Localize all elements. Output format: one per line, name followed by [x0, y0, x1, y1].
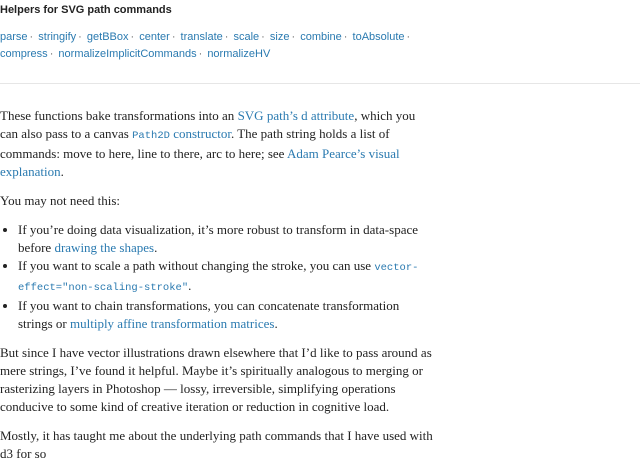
nav-separator: ·	[130, 31, 135, 43]
nav-link-compress[interactable]: compress	[0, 48, 48, 60]
nav-link-stringify[interactable]: stringify	[38, 31, 77, 43]
svg-path-d-link[interactable]: SVG path’s d attribute	[237, 108, 355, 123]
path2d-constructor-link[interactable]	[132, 126, 231, 141]
intro-text: These functions bake transformations into an	[0, 108, 238, 123]
nav-separator: ·	[406, 31, 411, 43]
list-item-text: If you want to scale a path without changing the stroke, you can use	[18, 258, 375, 273]
nav-link-getbbox[interactable]: getBBox	[86, 31, 129, 43]
article-body	[0, 107, 436, 474]
nav-separator: ·	[49, 48, 54, 60]
list-item	[18, 297, 436, 333]
vector-effect-code: vector-effect="non-scaling-stroke"	[18, 262, 419, 294]
nav-link-parse[interactable]: parse	[0, 31, 28, 43]
nav-link-size[interactable]: size	[269, 31, 290, 43]
reasons-list	[0, 221, 436, 333]
closing-paragraph: Mostly, it has taught me about the underlying path commands that I have used with d3 for so	[0, 428, 433, 461]
nav-separator: ·	[291, 31, 296, 43]
nav-separator: ·	[171, 31, 176, 43]
list-item-text: .	[154, 240, 158, 255]
nav-separator: ·	[224, 31, 229, 43]
list-item-text: If you’re doing data visualization, it’s more robust to transform in data-space before	[18, 222, 418, 255]
drawing-shapes-link[interactable]: drawing the shapes	[54, 240, 155, 255]
constructor-link-text: constructor	[169, 126, 231, 141]
intro-paragraph	[0, 107, 436, 181]
nav-link-combine[interactable]: combine	[300, 31, 342, 43]
nav-link-toabsolute[interactable]: toAbsolute	[352, 31, 405, 43]
list-item-text: .	[188, 278, 192, 293]
nav-link-normalizehv[interactable]: normalizeHV	[207, 48, 271, 60]
list-item	[18, 257, 436, 297]
rationale-paragraph: But since I have vector illustrations drawn elsewhere that I’d like to pass around as mere strings, I’ve found it helpful. Maybe it’s spiritually analogous to merging or rasterizing layers in Photoshop — lossy, irreversible, simplifying operations conducive to some kind of creative iteration or reduction in cognitive load.	[0, 345, 432, 414]
intro-text: . The path string holds a list of commands: move to here, line to there, arc to here; see	[0, 126, 390, 161]
nav-link-center[interactable]: center	[139, 31, 170, 43]
path2d-code: Path2D	[132, 130, 170, 142]
nav-separator: ·	[261, 31, 265, 43]
affine-matrices-link[interactable]: multiply affine transformation matrices	[70, 316, 275, 331]
nav-link-normalizeimplicitcommands[interactable]: normalizeImplicitCommands	[58, 48, 197, 60]
nav-separator: ·	[343, 31, 348, 43]
adam-pearce-link[interactable]: Adam Pearce’s visual explanation	[0, 146, 400, 179]
nav-separator: ·	[78, 31, 82, 43]
list-item-text: If you want to chain transformations, you can concatenate transformation strings or	[18, 298, 400, 331]
intro-text: , which you can also pass to a canvas	[0, 108, 416, 141]
nav-link-translate[interactable]: translate	[180, 31, 223, 43]
nav-separator: ·	[198, 48, 203, 60]
list-item	[18, 221, 436, 257]
list-item-text: .	[274, 316, 278, 331]
page-title: Helpers for SVG path commands	[0, 4, 172, 16]
intro-text: .	[60, 164, 64, 179]
nav-separator: ·	[29, 31, 34, 43]
page-header	[0, 0, 640, 84]
nav-link-scale[interactable]: scale	[233, 31, 260, 43]
may-not-need-paragraph: You may not need this:	[0, 193, 121, 208]
function-nav	[0, 29, 420, 63]
